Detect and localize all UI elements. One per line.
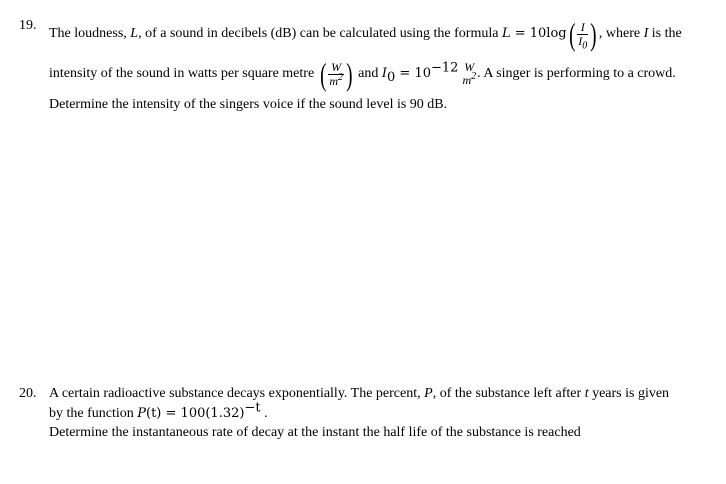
q19-line-3: Determine the intensity of the singers voice if the sound level is 90 dB. [49,97,448,112]
fraction-W-over-m2: $\frac{W}{m^2}$ [329,59,343,88]
q20-line-3: Determine the instantaneous rate of decay at the instant the half life of the substance is reached [49,425,581,440]
q19-line-1: The loudness, L, of a sound in decibels (dB) can be calculated using the formula L = 10log( $\frac{I}{I_0}$ ) , where I is the [49,16,682,52]
fraction-I-over-I0: $\frac{I}{I_0}$ [578,19,588,51]
q19-line-2: intensity of the sound in watts per square metre ( $\frac{W}{m^2}$ ) and $I_0 = 10^{-12}$ W $m^2$ . A singer is performing to a crowd. [49,56,676,92]
q20-line-2: by the function $P(t) = 100(1.32)^{-t}$ . [49,400,268,421]
q20-line-1: A certain radioactive substance decays exponentially. The percent, P, of the substance left after t years is given [49,386,670,401]
question-number: 19. [19,18,37,33]
question-number: 20. [19,386,37,401]
fraction-W-over-m2-unit: W $m^2$ [462,60,477,87]
